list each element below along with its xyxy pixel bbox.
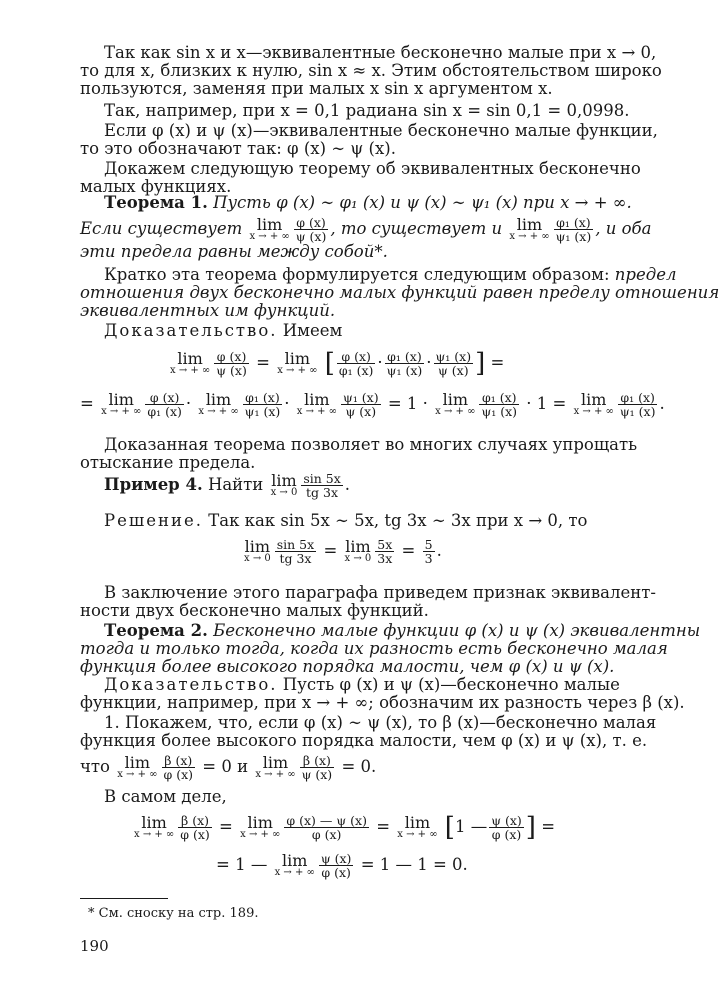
text-line: В заключение этого параграфа приведем признак эквивалент- [104, 583, 656, 602]
example-4: Пример 4. Найти lim x → 0 $\frac{\sin 5x}{tg 3x}$ . [104, 470, 351, 500]
text-line: Доказанная теорема позволяет во многих случаях упрощать [104, 435, 638, 454]
example-label: Пример 4. [104, 475, 203, 494]
footnote: * См. сноску на стр. 189. [88, 906, 259, 921]
text-span: что [80, 757, 110, 776]
fraction: $\frac{\varphi (x)}{\psi (x)}$ [295, 215, 327, 244]
paragraph-6 [80, 435, 638, 472]
limit-expression: lim x → + ∞ [249, 214, 290, 242]
theorem-text: , и оба [595, 219, 652, 238]
limit-expression: lim x → + ∞ [509, 214, 550, 242]
text-line: малых функциях. [80, 177, 232, 196]
item-1: 1. Покажем, что, если φ (x) ∼ ψ (x), то β (x)—бесконечно малая функция более высокого порядка малости, чем φ (x) и ψ (x), т. е. что lim x → + ∞ $\frac{\beta (x)}{\varphi (x)}$ = 0 и lim x → + ∞ $\frac{\beta (x)}{\psi (x)}$ = 0. [80, 713, 657, 782]
equation-2: = lim x → + ∞ $\frac{\varphi (x)}{\text{φ₁ (x)}}$ · lim x → + ∞ $\frac{\text{φ₁ (x)}}{\text{ψ₁ (x)}}$ · lim x → + ∞ $\frac{\text{ψ₁ (x)}}{\psi (x)}$ = 1 · lim x → + ∞ $\frac{\text{φ₁ (x)}}{\text{ψ₁ (x)}}$ · 1 = lim x → + ∞ $\frac{\text{φ₁ (x)}}{\text{ψ₁ (x)}}$ . [80, 389, 665, 419]
theorem-label: Теорема 2. [104, 621, 208, 640]
text-span: Так как sin 5x ∼ 5x, tg 3x ∼ 3x при x → 0, то [208, 511, 588, 530]
text-line: отыскание предела. [80, 453, 256, 472]
theorem-text: , то существует и [330, 219, 503, 238]
paragraph-4 [80, 159, 641, 196]
text-span: предел [614, 265, 677, 284]
theorem-label: Теорема 1. [104, 193, 208, 212]
solution-line [80, 512, 630, 530]
theorem-2 [80, 621, 701, 676]
theorem-text: эти предела равны между собой*. [80, 242, 388, 261]
text-line: функция более высокого порядка малости, чем φ (x) и ψ (x), т. е. [80, 731, 648, 750]
paragraph-7 [80, 583, 656, 620]
paragraph-2: Так, например, при x = 0,1 радиана sin x = sin 0,1 = 0,0998. [104, 101, 630, 120]
solution-label: Решение. [104, 511, 203, 530]
theorem-1 [80, 193, 652, 261]
text-line: ности двух бесконечно малых функций. [80, 601, 429, 620]
equation-1: lim x → + ∞ $\frac{\varphi (x)}{\psi (x)}$ = lim x → + ∞ [ $\frac{\varphi (x)}{\text{φ₁ (x)}}$ · $\frac{\text{φ₁ (x)}}{\text{ψ₁ (x)}}$ · $\frac{\text{ψ₁ (x)}}{\psi (x)}$ ] = [170, 348, 505, 379]
paragraph-3 [80, 121, 658, 158]
text-line: Докажем следующую теорему об эквивалентных бесконечно [104, 159, 641, 178]
footnote-rule [80, 898, 168, 899]
text-span: Кратко эта теорема формулируется следующим образом: [104, 265, 610, 284]
paragraph-1 [80, 43, 662, 98]
text-line: Так как sin x и x—эквивалентные бесконечно малые при x → 0, [104, 43, 657, 62]
theorem-text: Бесконечно малые функции φ (x) и ψ (x) эквивалентны [213, 621, 701, 640]
theorem-text: Если существует [80, 219, 243, 238]
paragraph-8: В самом деле, [104, 787, 227, 806]
text-line: отношения двух бесконечно малых функций равен пределу отношения [80, 283, 719, 302]
paragraph-5 [80, 265, 719, 320]
text-line: то для x, близких к нулю, sin x ≈ x. Этим обстоятельством широко [80, 61, 662, 80]
text-span: Имеем [282, 321, 343, 340]
theorem-text: Пусть φ (x) ∼ φ₁ (x) и ψ (x) ∼ ψ₁ (x) при x → + ∞. [213, 193, 632, 212]
text-line: Если φ (x) и ψ (x)—эквивалентные бесконечно малые функции, [104, 121, 658, 140]
text-line: функции, например, при x → + ∞; обозначим их разность через β (x). [80, 693, 685, 712]
equation-3: lim x → 0 $\frac{\sin 5x}{tg 3x}$ = lim x → 0 $\frac{5x}{3x}$ = $\frac{5}{3}$ . [244, 536, 442, 566]
text-line: то это обозначают так: φ (x) ∼ ψ (x). [80, 139, 396, 158]
text-line: пользуются, заменяя при малых x sin x аргументом x. [80, 79, 553, 98]
proof-1-heading [80, 322, 630, 340]
text-line: эквивалентных им функций. [80, 301, 336, 320]
text-line: 1. Покажем, что, если φ (x) ∼ ψ (x), то β (x)—бесконечно малая [104, 713, 657, 732]
theorem-text: тогда и только тогда, когда их разность есть бесконечно малая [80, 639, 668, 658]
proof-label: Доказательство. [104, 321, 278, 340]
text-span: = 0 и [202, 757, 249, 776]
proof-2 [80, 675, 685, 712]
page-number: 190 [80, 937, 109, 955]
equation-4: lim x → + ∞ $\frac{\beta (x)}{\varphi (x)}$ = lim x → + ∞ $\frac{\varphi (x) — \psi (x)}{\varphi (x)}$ = lim x → + ∞ [1 — $\frac{\psi (x)}{\varphi (x)}$ ] = [134, 812, 556, 843]
fraction: $\frac{\text{φ₁ (x)}}{\text{ψ₁ (x)}}$ [555, 215, 592, 244]
theorem-text: функция более высокого порядка малости, чем φ (x) и ψ (x). [80, 657, 615, 676]
proof-label: Доказательство. [104, 675, 278, 694]
text-span: Найти [207, 475, 264, 494]
text-span: = 0. [341, 757, 377, 776]
equation-5: = 1 — lim x → + ∞ $\frac{\psi (x)}{\varphi (x)}$ = 1 — 1 = 0. [216, 850, 468, 880]
text-span: Пусть φ (x) и ψ (x)—бесконечно малые [282, 675, 620, 694]
